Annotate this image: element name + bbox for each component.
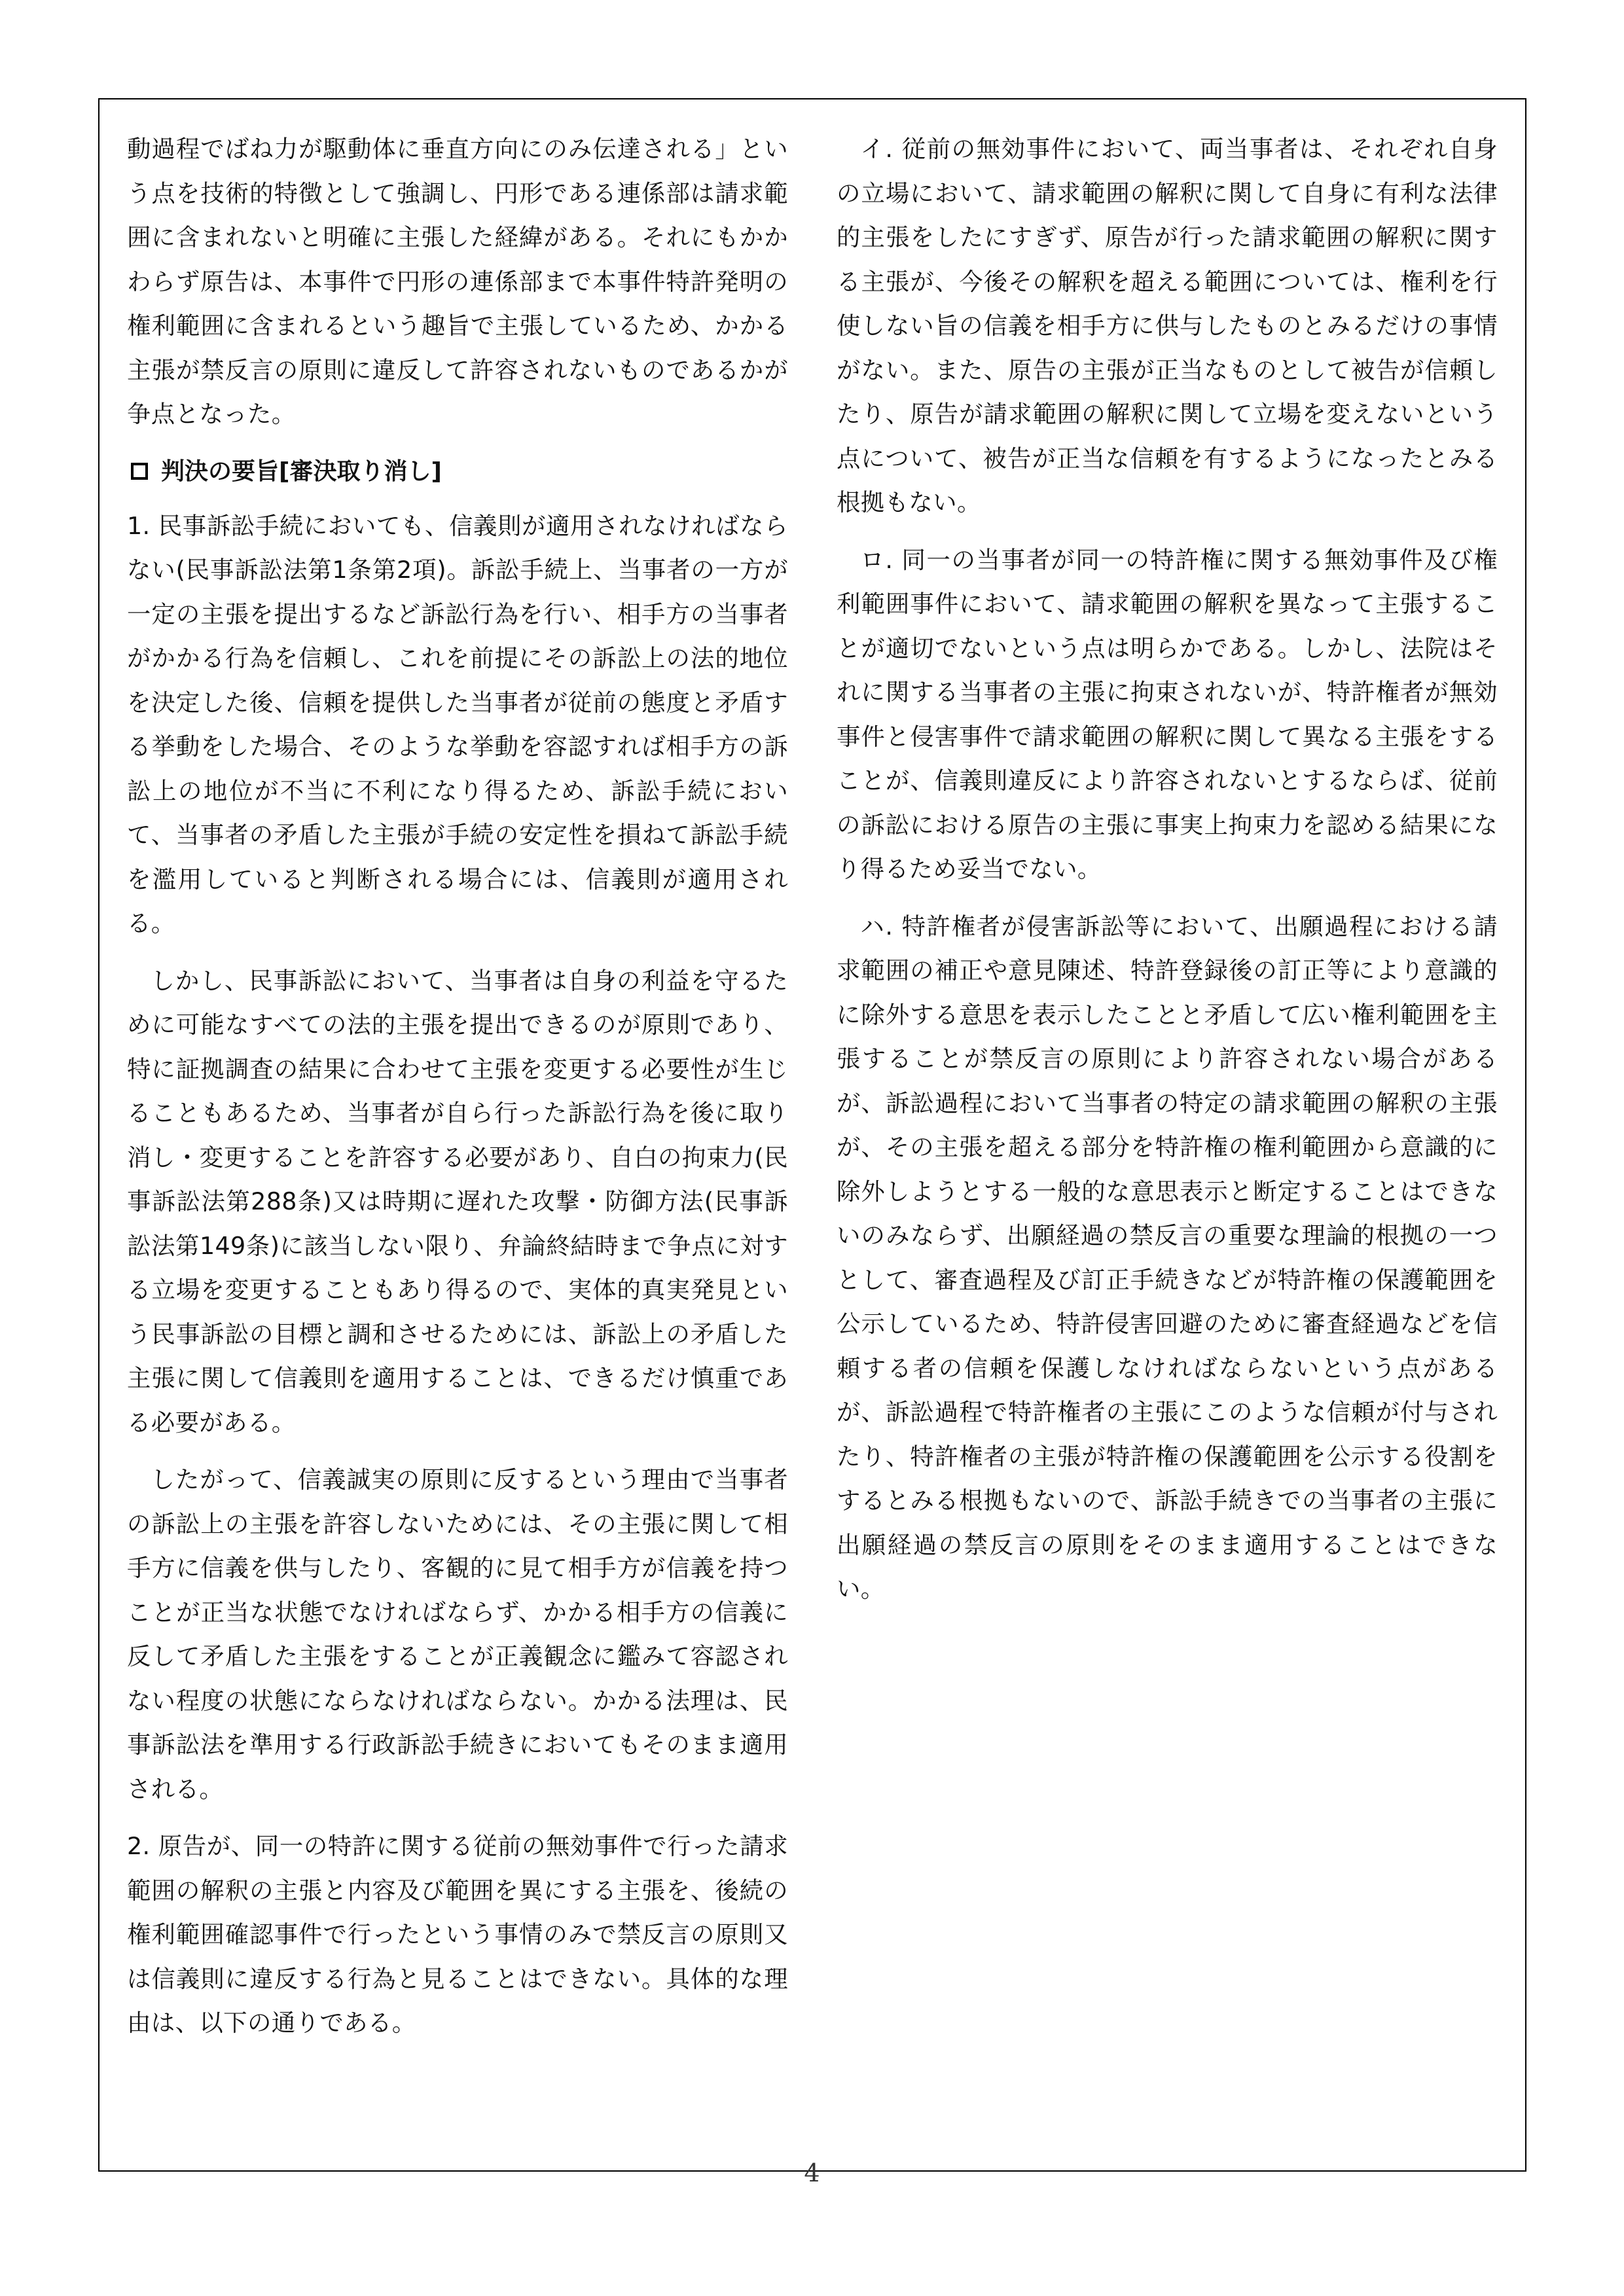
section-heading: [127, 450, 788, 493]
paragraph-4: 2. 原告が、同一の特許に関する従前の無効事件で行った請求範囲の解釈の主張と内容及び範囲を異にする主張を、後続の権利範囲確認事件で行ったという事情のみで禁反言の原則又は信義則に違反する行為と見ることはできない。具体的な理由は、以下の通りである。: [127, 1832, 788, 2037]
paragraph-ro: ロ. 同一の当事者が同一の特許権に関する無効事件及び権利範囲事件において、請求範囲の解釈を異なって主張することが適切でないという点は明らかである。しかし、法院はそれに関する当事者の主張に拘束されないが、特許権者が無効事件と侵害事件で請求範囲の解釈に関して異なる主張をすることが、信義則違反により許容されないとするならば、従前の訴訟における原告の主張に事実上拘束力を認める結果になり得るため妥当でない。: [837, 545, 1498, 883]
intro-paragraph: 動過程でばね力が駆動体に垂直方向にのみ伝達される」という点を技術的特徴として強調し、円形である連係部は請求範囲に含まれないと明確に主張した経緯がある。それにもかかわらず原告は、本事件で円形の連係部まで本事件特許発明の権利範囲に含まれるという趣旨で主張しているため、かかる主張が禁反言の原則に違反して許容されないものであるかが争点となった。: [127, 135, 788, 428]
section-heading-text: 判決の要旨[審決取り消し]: [161, 457, 442, 485]
paragraph-2: しかし、民事訴訟において、当事者は自身の利益を守るために可能なすべての法的主張を提出できるのが原則であり、特に証拠調査の結果に合わせて主張を変更する必要性が生じることもあるため、当事者が自ら行った訴訟行為を後に取り消し・変更することを許容する必要があり、自白の拘束力(民事訴訟法第288条)又は時期に遅れた攻撃・防御方法(民事訴訟法第149条)に該当しない限り、弁論終結時まで争点に対する立場を変更することもあり得るので、実体的真実発見という民事訴訟の目標と調和させるためには、訴訟上の矛盾した主張に関して信義則を適用することは、できるだけ慎重である必要がある。: [127, 966, 788, 1437]
right-column: [837, 127, 1498, 1624]
page-frame: [98, 98, 1526, 2172]
checkbox-square-icon: [131, 463, 148, 480]
paragraph-3: したがって、信義誠実の原則に反するという理由で当事者の訴訟上の主張を許容しないためには、その主張に関して相手方に信義を供与したり、客観的に見て相手方が信義を持つことが正当な状態でなければならず、かかる相手方の信義に反して矛盾した主張をすることが正義観念に鑑みて容認されない程度の状態にならなければならない。かかる法理は、民事訴訟法を準用する行政訴訟手続きにおいてもそのまま適用される。: [127, 1465, 788, 1803]
paragraph-ha: ハ. 特許権者が侵害訴訟等において、出願過程における請求範囲の補正や意見陳述、特許登録後の訂正等により意識的に除外する意思を表示したことと矛盾して広い権利範囲を主張することが禁反言の原則により許容されない場合があるが、訴訟過程において当事者の特定の請求範囲の解釈の主張が、その主張を超える部分を特許権の権利範囲から意識的に除外しようとする一般的な意思表示と断定することはできないのみならず、出願経過の禁反言の重要な理論的根拠の一つとして、審査過程及び訂正手続きなどが特許権の保護範囲を公示しているため、特許侵害回避のために審査経過などを信頼する者の信頼を保護しなければならないという点があるが、訴訟過程で特許権者の主張にこのような信頼が付与されたり、特許権者の主張が特許権の保護範囲を公示する役割をするとみる根拠もないので、訴訟手続きでの当事者の主張に出願経過の禁反言の原則をそのまま適用することはできない。: [837, 912, 1498, 1603]
paragraph-1: 1. 民事訴訟手続においても、信義則が適用されなければならない(民事訴訟法第1条第2項)。訴訟手続上、当事者の一方が一定の主張を提出するなど訴訟行為を行い、相手方の当事者がかかる行為を信頼し、これを前提にその訴訟上の法的地位を決定した後、信頼を提供した当事者が従前の態度と矛盾する挙動をした場合、そのような挙動を容認すれば相手方の訴訟上の地位が不当に不利になり得るため、訴訟手続において、当事者の矛盾した主張が手続の安定性を損ねて訴訟手続を濫用していると判断される場合には、信義則が適用される。: [127, 511, 788, 937]
page-number: 4: [804, 2159, 820, 2187]
paragraph-i: イ. 従前の無効事件において、両当事者は、それぞれ自身の立場において、請求範囲の解釈に関して自身に有利な法律的主張をしたにすぎず、原告が行った請求範囲の解釈に関する主張が、今後その解釈を超える範囲については、権利を行使しない旨の信義を相手方に供与したものとみるだけの事情がない。また、原告の主張が正当なものとして被告が信頼したり、原告が請求範囲の解釈に関して立場を変えないという点について、被告が正当な信頼を有するようになったとみる根拠もない。: [837, 135, 1498, 516]
left-column: [127, 127, 788, 2058]
